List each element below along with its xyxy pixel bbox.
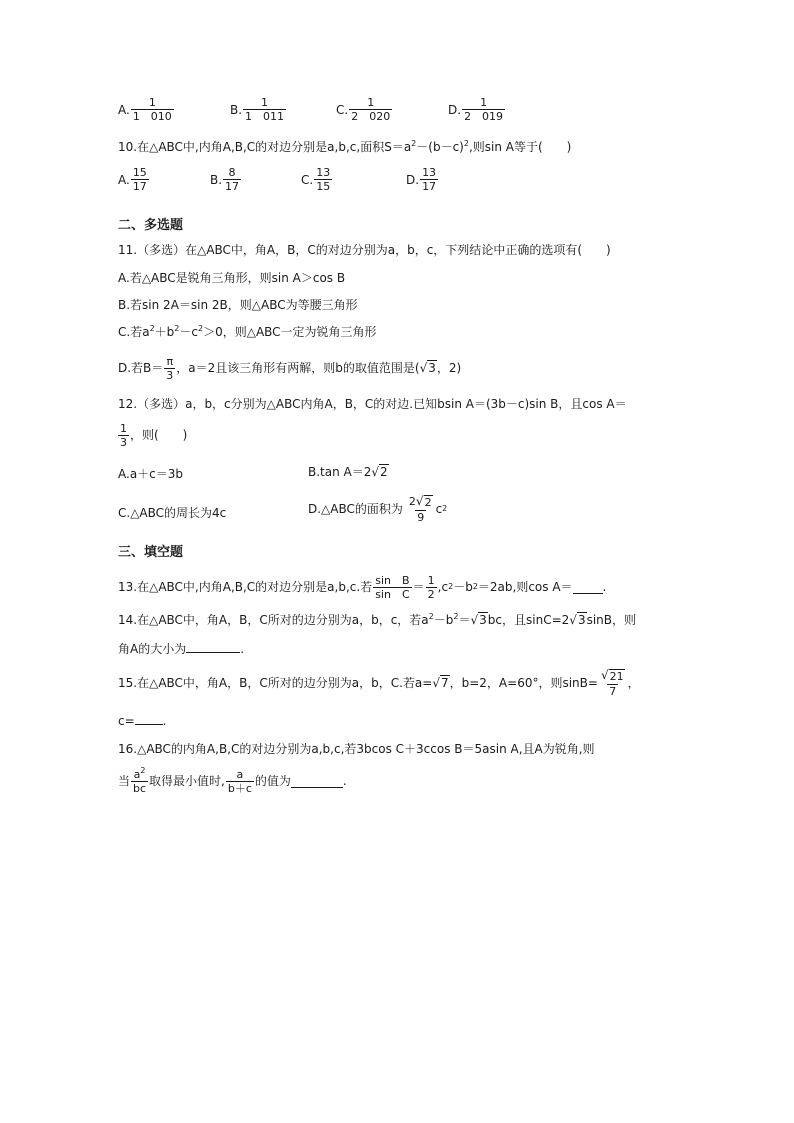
q10-option-c: C. $\frac{13}{15}$ xyxy=(301,166,331,193)
q12-option-a: A.a＋c＝3b xyxy=(118,467,184,481)
fraction: $\frac{15}{17}$ xyxy=(132,166,147,193)
q12-stem-cont: $\frac{1}{3}$ ，则( ) xyxy=(120,421,188,449)
sqrt: √ 3 xyxy=(419,361,436,375)
fraction: $\frac{a}{b+c}$ xyxy=(227,767,252,795)
q10-option-a: A. $\frac{15}{17}$ xyxy=(118,166,147,193)
q11-option-a: A.若△ABC是锐角三角形，则sin A＞cos B xyxy=(118,271,346,285)
section-title-fill-in: 三、填空题 xyxy=(118,545,184,560)
fraction: $\frac{1}{2 020}$ xyxy=(351,96,391,123)
answer-blank[interactable] xyxy=(186,640,240,653)
fraction: $\frac{13}{17}$ xyxy=(422,166,437,193)
q12-stem: 12.（多选）a，b，c分别为△ABC内角A，B，C的对边.已知bsin A＝(3b－c)sin B，且cos A＝ xyxy=(118,397,627,411)
sqrt: √ 3 xyxy=(569,613,586,627)
sqrt: √ 2 xyxy=(415,493,432,509)
q9-option-c xyxy=(336,96,393,123)
q14-line1: 14.在△ABC中，角A，B，C所对的边分别为a，b，c，若$a^2-b^2=$ √ 3 bc，且sinC=2 √ 3 sinB，则 xyxy=(118,612,637,627)
q12-option-b: B.tan A＝2 √ 2 xyxy=(308,465,388,479)
q12-option-c: C.△ABC的周长为4c xyxy=(118,506,227,520)
q9-option-a xyxy=(118,96,175,123)
q10-option-b: B. $\frac{8}{17}$ xyxy=(210,166,240,193)
sqrt: √ 3 xyxy=(470,613,487,627)
q14-line2: 角A的大小为 . xyxy=(118,642,245,656)
fraction: $\frac{1}{2 019}$ xyxy=(464,96,504,123)
fraction: √ 21 7 xyxy=(600,667,624,698)
q16-line2: 当 $\frac{a^2}{bc}$ 取得最小值时, $\frac{a}{b+c}$ 的值为 . xyxy=(118,765,347,795)
option-letter: A. xyxy=(118,102,130,117)
fraction: $\frac{a^2}{bc}$ xyxy=(133,765,147,795)
answer-blank[interactable] xyxy=(573,581,603,594)
option-letter: C. xyxy=(336,102,349,117)
fraction: $\frac{\pi}{3}$ xyxy=(166,354,174,382)
answer-blank[interactable] xyxy=(291,775,343,788)
fraction: $\frac{1}{1 011}$ xyxy=(245,96,285,123)
fraction: 2 √ 2 9 xyxy=(408,493,432,524)
fraction: $\frac{\text{sin B}}{\text{sin C}}$ xyxy=(375,573,410,601)
fraction: $\frac{1}{2}$ xyxy=(427,573,435,601)
fraction: $\frac{8}{17}$ xyxy=(225,166,240,193)
q11-option-c: C.若$a^2+b^2-c^2>0$，则△ABC一定为锐角三角形 xyxy=(118,324,377,339)
q10-option-d: D. $\frac{13}{17}$ xyxy=(406,166,437,193)
q11-option-b: B.若sin 2A＝sin 2B，则△ABC为等腰三角形 xyxy=(118,298,358,312)
sqrt: √ 7 xyxy=(432,676,449,690)
option-letter: B. xyxy=(230,102,243,117)
q10-stem: 10.在△ABC中,内角A,B,C的对边分别是a,b,c,面积$S=a^2-(b-c)^2$,则sin A等于( ) xyxy=(118,139,572,154)
q9-option-b xyxy=(230,96,287,123)
fraction: $\frac{1}{3}$ xyxy=(120,421,127,449)
q13: 13.在△ABC中,内角A,B,C的对边分别是a,b,c.若 $\frac{\text{sin B}}{\text{sin C}}$ ＝ $\frac{1}{2}$ ,c 2 －b 2 ＝2ab,则cos A＝ . xyxy=(118,573,607,601)
q11-stem: 11.（多选）在△ABC中，角A，B，C的对边分别为a，b，c，下列结论中正确的选项有( ) xyxy=(118,243,611,257)
q15-line1: 15.在△ABC中，角A，B，C所对的边分别为a，b，C.若a= √ 7 ，b=2，A=60°，则sinB= √ 21 7 ， xyxy=(118,667,640,698)
q9-option-d xyxy=(448,96,506,123)
answer-blank[interactable] xyxy=(135,712,163,725)
fraction: $\frac{1}{1 010}$ xyxy=(132,96,172,123)
q11-option-d: D.若B＝ $\frac{\pi}{3}$ ，a＝2且该三角形有两解，则b的取值范围是( √ 3 ，2) xyxy=(118,354,462,382)
section-title-multi-choice: 二、多选题 xyxy=(118,218,184,233)
option-letter: D. xyxy=(448,102,462,117)
sqrt: √ 21 xyxy=(600,667,624,683)
q12-option-d: D.△ABC的面积为 2 √ 2 9 c 2 xyxy=(308,493,448,524)
q15-line2: c= . xyxy=(118,714,167,728)
fraction: $\frac{13}{15}$ xyxy=(316,166,331,193)
q16-line1: 16.△ABC的内角A,B,C的对边分别为a,b,c,若3bcos C＋3ccos B＝5asin A,且A为锐角,则 xyxy=(118,742,595,756)
sqrt: √ 2 xyxy=(371,465,388,479)
